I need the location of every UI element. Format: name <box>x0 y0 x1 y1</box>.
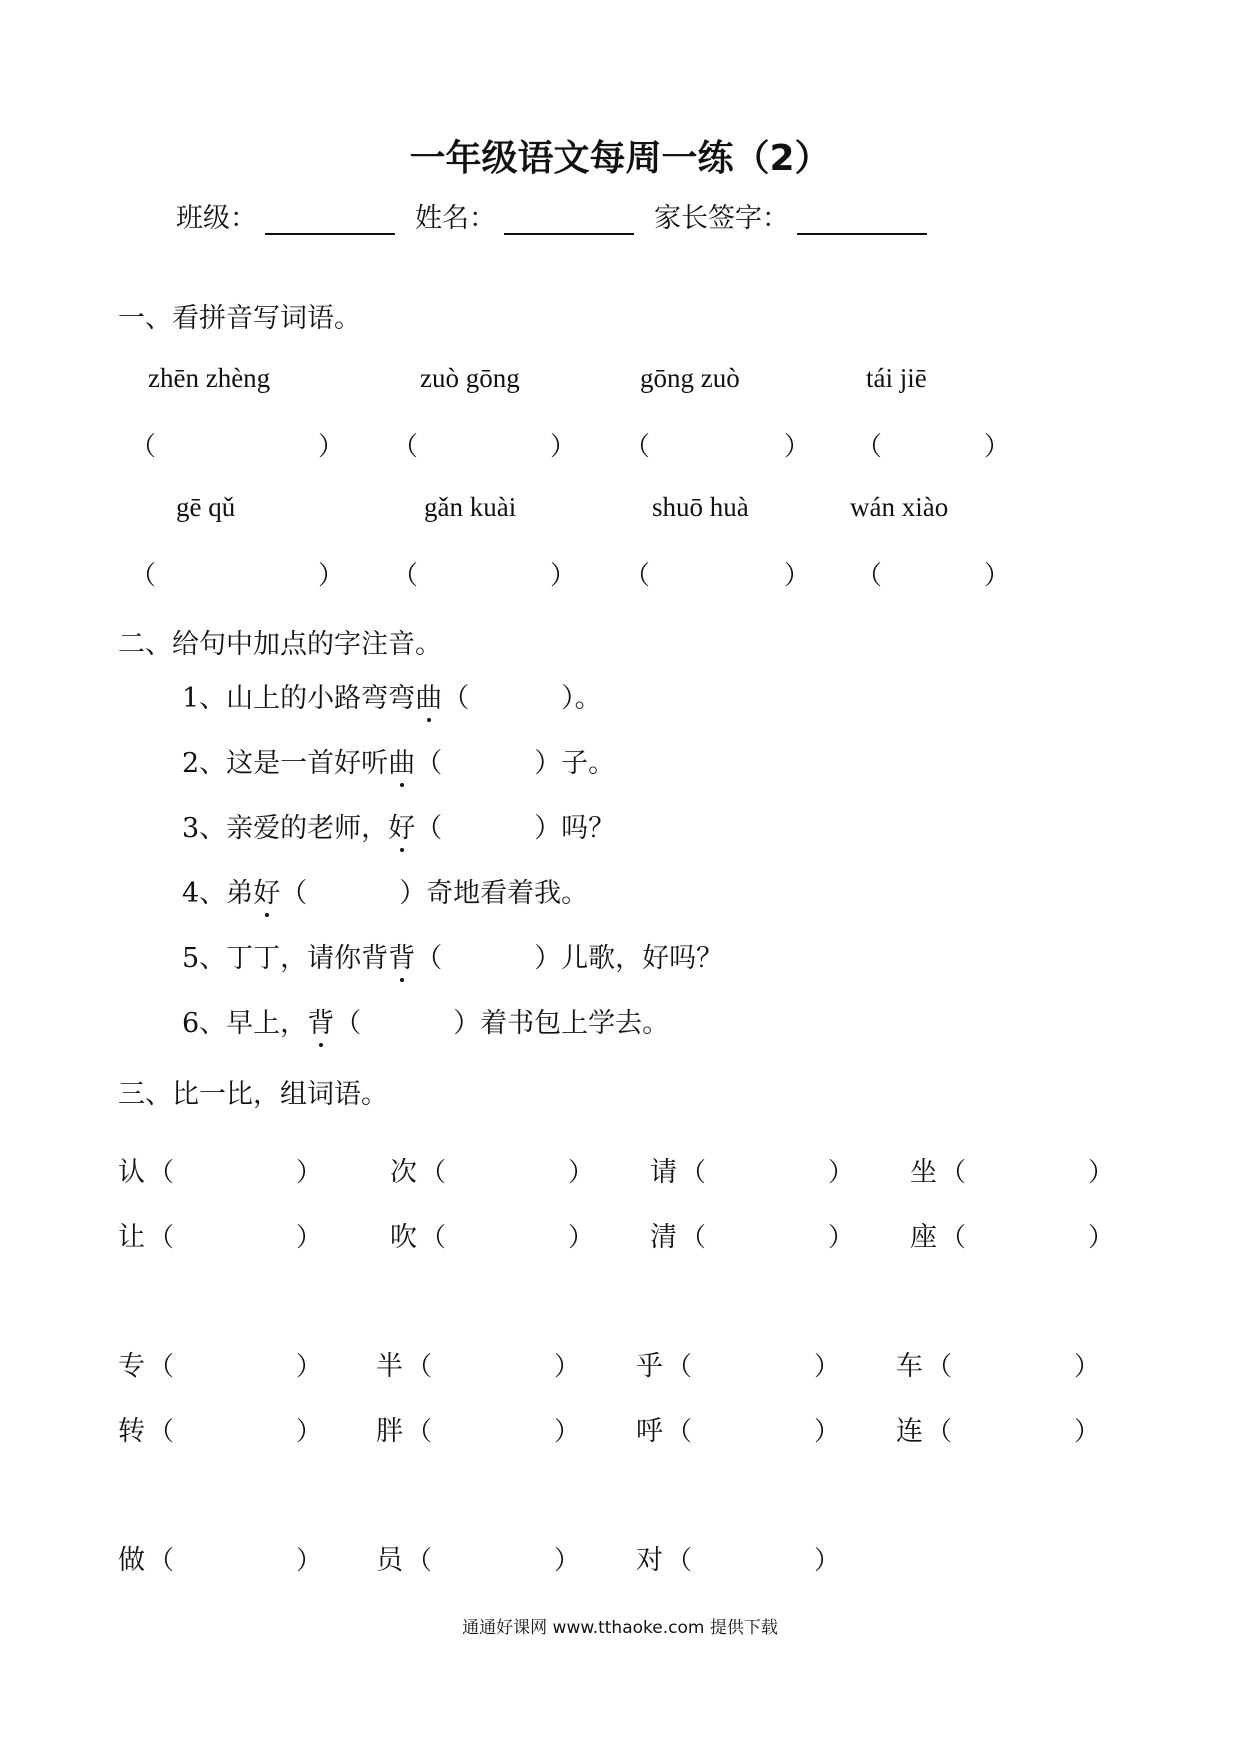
student-info-row <box>176 196 947 235</box>
pinyin-2-2: gǎn kuài <box>424 492 517 522</box>
answer-blank-close: ） <box>296 1417 323 1447</box>
answer-blank-close: ） <box>554 1546 581 1576</box>
answer-blank-close: ） <box>828 1223 855 1253</box>
answer-blank-close: ） <box>784 432 811 462</box>
answer-blank[interactable]: （ <box>392 561 419 591</box>
compare-character: 专 <box>118 1351 145 1382</box>
answer-blank-close: ） <box>568 1158 595 1188</box>
compare-character: 呼 <box>636 1416 663 1447</box>
answer-blank[interactable]: （ <box>130 561 157 591</box>
answer-blank[interactable]: （ <box>406 1546 433 1576</box>
answer-blank[interactable]: （ <box>148 1223 175 1253</box>
class-label: 班级： <box>176 203 257 234</box>
answer-blank-close: ） <box>814 1417 841 1447</box>
answer-blank[interactable]: （ <box>926 1417 953 1447</box>
class-blank[interactable] <box>265 207 395 235</box>
answer-blank[interactable]: （ <box>624 432 651 462</box>
answer-blank-close: ） <box>828 1158 855 1188</box>
pinyin-1-3: gōng zuò <box>640 363 740 393</box>
parent-signature-blank[interactable] <box>797 207 927 235</box>
answer-blank-close: ） <box>1088 1158 1115 1188</box>
answer-blank[interactable]: （ <box>856 561 883 591</box>
answer-blank-close: ） <box>1074 1352 1101 1382</box>
compare-character: 对 <box>636 1545 663 1576</box>
compare-character: 清 <box>650 1222 677 1253</box>
answer-blank-close: ） <box>296 1158 323 1188</box>
compare-character: 乎 <box>636 1351 663 1382</box>
compare-character: 做 <box>118 1545 145 1576</box>
answer-blank-close: ） <box>784 561 811 591</box>
name-label: 姓名： <box>415 203 496 234</box>
section2-heading: 二、给句中加点的字注音。 <box>118 629 442 660</box>
dotted-character: 好 <box>388 806 415 845</box>
sentence-2: 2、这是一首好听曲（ ）子。 <box>182 741 615 780</box>
answer-blank[interactable]: （ <box>940 1223 967 1253</box>
answer-blank[interactable]: （ <box>148 1352 175 1382</box>
compare-character: 请 <box>650 1157 677 1188</box>
compare-character: 坐 <box>910 1157 937 1188</box>
compare-character: 员 <box>376 1545 403 1576</box>
answer-blank-close: ） <box>554 1417 581 1447</box>
dotted-character: 背 <box>307 1001 334 1040</box>
answer-blank[interactable]: （ <box>856 432 883 462</box>
answer-blank-close: ） <box>554 1352 581 1382</box>
answer-blank-close: ） <box>296 1352 323 1382</box>
pinyin-1-1: zhēn zhèng <box>148 363 271 393</box>
answer-blank[interactable]: （ <box>148 1158 175 1188</box>
answer-blank[interactable]: （ <box>148 1546 175 1576</box>
compare-character: 让 <box>118 1222 145 1253</box>
sentence-3: 3、亲爱的老师，好（ ）吗？ <box>182 806 615 845</box>
answer-blank[interactable]: （ <box>666 1546 693 1576</box>
answer-blank[interactable]: （ <box>406 1417 433 1447</box>
compare-character: 认 <box>118 1157 145 1188</box>
page-title: 一年级语文每周一练（2） <box>409 138 831 179</box>
answer-blank[interactable]: （ <box>130 432 157 462</box>
answer-blank-close: ） <box>984 561 1011 591</box>
pinyin-1-4: tái jiē <box>866 363 927 393</box>
answer-blank[interactable]: （ <box>680 1158 707 1188</box>
pinyin-1-2: zuò gōng <box>420 363 520 393</box>
compare-character: 吹 <box>390 1222 417 1253</box>
sentence-6: 6、早上，背（ ）着书包上学去。 <box>182 1001 669 1040</box>
answer-blank[interactable]: （ <box>406 1352 433 1382</box>
section3-heading: 三、比一比，组词语。 <box>118 1079 388 1110</box>
dotted-character: 曲 <box>388 741 415 780</box>
dotted-character: 背 <box>388 936 415 975</box>
answer-blank[interactable]: （ <box>926 1352 953 1382</box>
footer-source: 通通好课网 www.tthaoke.com 提供下载 <box>462 1618 778 1638</box>
answer-blank[interactable]: （ <box>148 1417 175 1447</box>
answer-blank[interactable]: （ <box>392 432 419 462</box>
sentence-5: 5、丁丁，请你背背（ ）儿歌，好吗？ <box>182 936 723 975</box>
dotted-character: 好 <box>253 871 280 910</box>
answer-blank-close: ） <box>550 561 577 591</box>
answer-blank-close: ） <box>296 1546 323 1576</box>
compare-character: 车 <box>896 1351 923 1382</box>
answer-blank-close: ） <box>550 432 577 462</box>
pinyin-2-1: gē qǔ <box>176 492 236 522</box>
compare-character: 胖 <box>376 1416 403 1447</box>
answer-blank-close: ） <box>568 1223 595 1253</box>
answer-blank[interactable]: （ <box>680 1223 707 1253</box>
answer-blank[interactable]: （ <box>666 1352 693 1382</box>
answer-blank[interactable]: （ <box>420 1158 447 1188</box>
sentence-1: 1、山上的小路弯弯曲（ ）。 <box>182 676 602 715</box>
answer-blank[interactable]: （ <box>420 1223 447 1253</box>
answer-blank[interactable]: （ <box>940 1158 967 1188</box>
answer-blank-close: ） <box>1074 1417 1101 1447</box>
pinyin-2-4: wán xiào <box>850 492 949 522</box>
sentence-4: 4、弟好（ ）奇地看着我。 <box>182 871 588 910</box>
name-blank[interactable] <box>504 207 634 235</box>
parent-signature-label: 家长签字： <box>654 203 789 234</box>
answer-blank-close: ） <box>814 1546 841 1576</box>
answer-blank-close: ） <box>318 561 345 591</box>
pinyin-2-3: shuō huà <box>652 492 749 522</box>
compare-character: 连 <box>896 1416 923 1447</box>
answer-blank-close: ） <box>318 432 345 462</box>
compare-character: 座 <box>910 1222 937 1253</box>
answer-blank-close: ） <box>1088 1223 1115 1253</box>
compare-character: 半 <box>376 1351 403 1382</box>
answer-blank[interactable]: （ <box>624 561 651 591</box>
answer-blank[interactable]: （ <box>666 1417 693 1447</box>
answer-blank-close: ） <box>814 1352 841 1382</box>
section1-heading: 一、看拼音写词语。 <box>118 303 361 334</box>
compare-character: 次 <box>390 1157 417 1188</box>
compare-character: 转 <box>118 1416 145 1447</box>
answer-blank-close: ） <box>984 432 1011 462</box>
dotted-character: 曲 <box>415 676 442 715</box>
answer-blank-close: ） <box>296 1223 323 1253</box>
